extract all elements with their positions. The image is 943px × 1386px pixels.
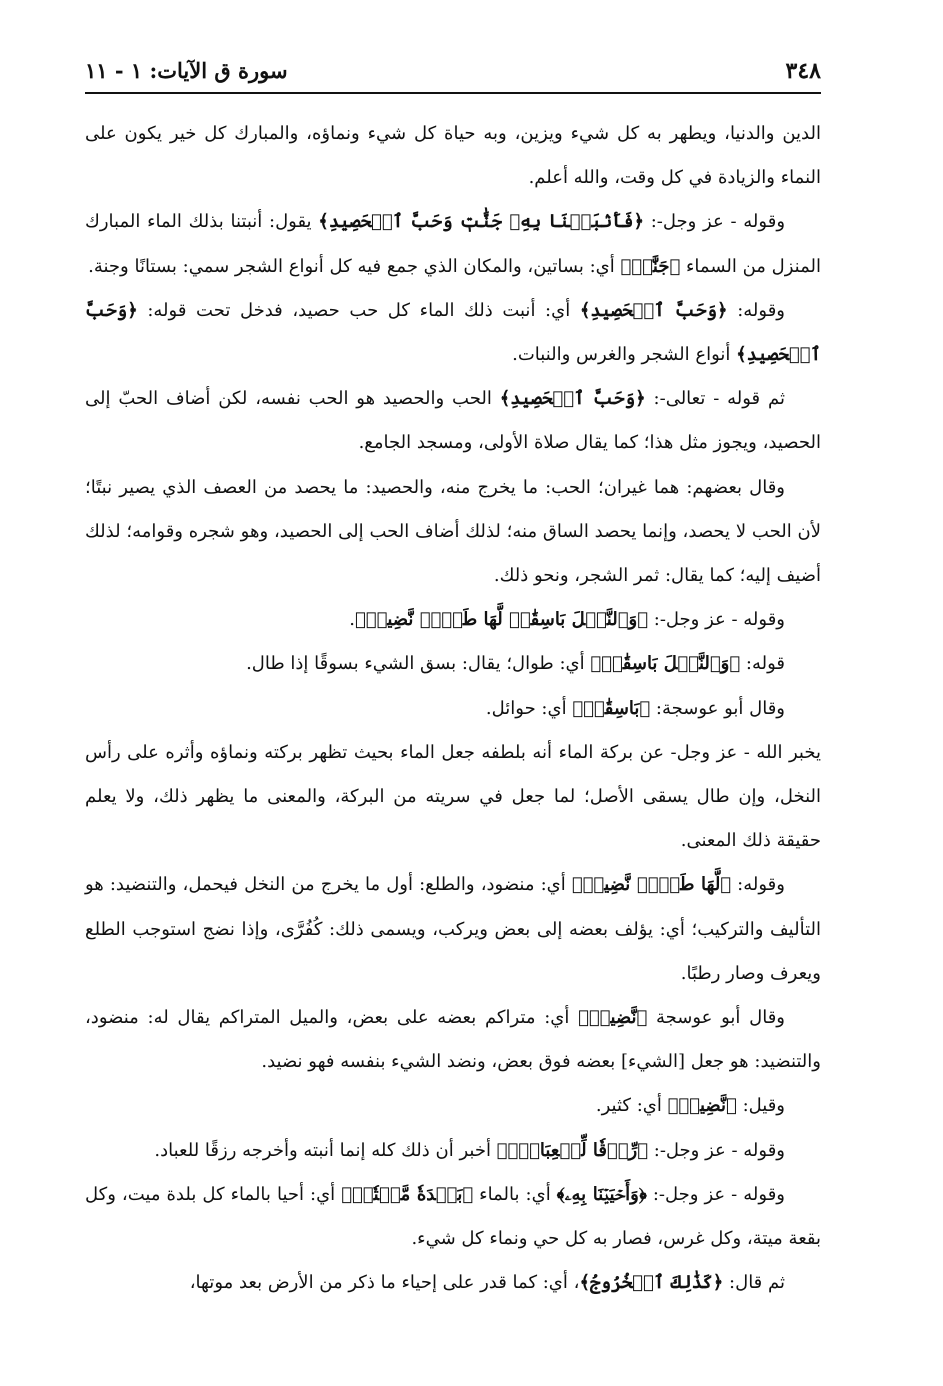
commentary-text: .: [349, 609, 355, 631]
quran-verse-quote: ﴿فَأَنۢبَتۡنَا بِهِۦ جَنَّٰتٖ وَحَبَّ ٱلۡحَصِيدِ﴾: [318, 211, 644, 233]
commentary-text: وقال أبو عوسجة:: [650, 697, 785, 719]
commentary-text: أي: أحيا بالماء كل بلدة ميت، وكل بقعة ميتة، وكل غرس، فصار به كل حي ونماء كل شيء.: [85, 1183, 821, 1250]
commentary-text: ، أي: كما قدر على إحياء ما ذكر من الأرض بعد موتها،: [189, 1272, 580, 1294]
commentary-text: وقيل:: [736, 1095, 785, 1117]
commentary-text: أي: بالماء: [473, 1183, 557, 1205]
quran-verse-quote: ﴿وَحَبَّ ٱلۡحَصِيدِ﴾: [85, 299, 821, 366]
commentary-text: وقوله - عز وجل-:: [648, 609, 785, 631]
commentary-text: أي: بساتين، والمكان الذي جمع فيه كل أنواع الشجر سمي: بستانًا وجنة.: [88, 255, 621, 277]
running-title: سورة ق الآيات: ١ - ١١: [85, 58, 288, 83]
page-body: [85, 112, 821, 1305]
commentary-text: وقوله - عز وجل-:: [644, 211, 786, 233]
commentary-text: يقول: أنبتنا بذلك الماء المبارك المنزل من السماء: [85, 211, 821, 277]
commentary-text: وقوله - عز وجل-:: [648, 1139, 785, 1161]
paragraph: [85, 1084, 821, 1128]
commentary-text: أي: متراكم بعضه على بعض، والميل المتراكم يقال له: منضود، والتنضيد: هو جعل [الشيء] بعضه فوق بعض، ونضد الشيء بنفسه فهو نضيد.: [85, 1007, 821, 1073]
paragraph: [85, 996, 821, 1084]
paragraph: [85, 1129, 821, 1173]
quran-verse-quote: ﴿بَاسِقَٰتٖ﴾: [572, 697, 651, 719]
commentary-text: قوله:: [740, 653, 785, 675]
quran-verse-quote: ﴿وَحَبَّ ٱلۡحَصِيدِ﴾: [499, 388, 646, 410]
commentary-text: ثم قال:: [723, 1272, 785, 1294]
quran-verse-quote: ﴿نَّضِيدٞ﴾: [667, 1095, 737, 1117]
quran-verse-quote: ﴿رِّزۡقٗا لِّلۡعِبَادِۖ﴾: [496, 1139, 649, 1161]
commentary-text: أخبر أن ذلك كله إنما أنبته وأخرجه رزقًا للعباد.: [154, 1139, 497, 1161]
paragraph: [85, 642, 821, 686]
commentary-text: أي: أنبت ذلك الماء كل حب حصيد، فدخل تحت قوله:: [137, 299, 580, 321]
commentary-text: وقوله - عز وجل-:: [646, 1183, 785, 1205]
page-header: [85, 52, 821, 94]
paragraph: [85, 377, 821, 465]
paragraph: [85, 863, 821, 996]
quran-verse-quote: ﴿وَأَحۡيَيۡنَا بِهِۦ﴾: [556, 1183, 647, 1205]
paragraph: [85, 731, 821, 864]
quran-verse-quote: ﴿كَذَٰلِكَ ٱلۡخُرُوجُ﴾: [579, 1272, 724, 1294]
commentary-text: الحب والحصيد هو الحب نفسه، لكن أضاف الحبّ إلى الحصيد، ويجوز مثل هذا؛ كما يقال صلاة الأولى، ومسجد الجامع.: [85, 388, 821, 454]
commentary-text: أي: حوائل.: [485, 697, 573, 719]
quran-verse-quote: ﴿لَّهَا طَلۡعٞ نَّضِيدٞ﴾: [571, 874, 732, 896]
commentary-text: ثم قوله - تعالى-:: [645, 388, 785, 410]
quran-verse-quote: ﴿وَٱلنَّخۡلَ بَاسِقَٰتٖ﴾: [590, 653, 741, 675]
commentary-text: الدين والدنيا، ويطهر به كل شيء ويزين، وبه حياة كل شيء ونماؤه، والمبارك كل خير يكون على النماء والزيادة في كل وقت، والله أعلم.: [85, 123, 821, 189]
paragraph: [85, 598, 821, 642]
commentary-text: يخبر الله - عز وجل- عن بركة الماء أنه بلطفه جعل الماء بحيث تظهر بركته ونماؤه وأثره على رأس النخل، وإن طال يسقى الأصل؛ لما جعل في سريته من البركة، والمعنى ما يظهر ذلك، ولا يعلم حقيقة ذلك المعنى.: [85, 741, 821, 852]
quran-verse-quote: ﴿وَٱلنَّخۡلَ بَاسِقَٰتٖ لَّهَا طَلۡعٞ نَّضِيدٞ﴾: [354, 609, 649, 631]
paragraph: [85, 289, 821, 377]
paragraph: [85, 687, 821, 731]
paragraph: [85, 200, 821, 288]
quran-verse-quote: ﴿نَّضِيدٞ﴾: [578, 1007, 648, 1029]
commentary-text: أي: منضود، والطلع: أول ما يخرج من النخل فيحمل، والتنضيد: هو التأليف والتركيب؛ أي: يؤلف بعضه إلى بعض ويركب، ويسمى ذلك: كُفُرَّى، وإذا نضج استوجب الطلع ويعرف وصار رطبًا.: [85, 874, 821, 984]
quran-verse-quote: ﴿وَحَبَّ ٱلۡحَصِيدِ﴾: [579, 299, 728, 321]
book-page: [85, 0, 821, 1386]
paragraph: [85, 1173, 821, 1261]
quran-verse-quote: ﴿بَلۡدَةٗ مَّيۡتٗاۚ﴾: [341, 1183, 474, 1205]
quran-verse-quote: ﴿جَنَّٰتٖ﴾: [620, 255, 681, 277]
commentary-text: وقوله:: [731, 874, 785, 896]
commentary-text: وقال أبو عوسجة: [647, 1007, 785, 1029]
commentary-text: وقوله:: [727, 299, 785, 321]
commentary-text: أنواع الشجر والغرس والنبات.: [512, 344, 737, 366]
paragraph: [85, 466, 821, 599]
page-number: ٣٤٨: [785, 58, 821, 84]
paragraph: [85, 112, 821, 200]
paragraph: [85, 1261, 821, 1305]
commentary-text: أي: طوال؛ يقال: بسق الشيء بسوقًا إذا طال.: [246, 653, 591, 675]
commentary-text: وقال بعضهم: هما غيران؛ الحب: ما يخرج منه، والحصيد: ما يحصد من العصف الذي يصير نبتًا؛ لأن الحب لا يحصد، وإنما يحصد الساق منه؛ لذلك أضاف الحب إلى الحصيد، وهو شجره وقوامه؛ لذلك أضيف إليه؛ كما يقال: ثمر الشجر، ونحو ذلك.: [85, 476, 821, 587]
commentary-text: أي: كثير.: [595, 1095, 668, 1117]
